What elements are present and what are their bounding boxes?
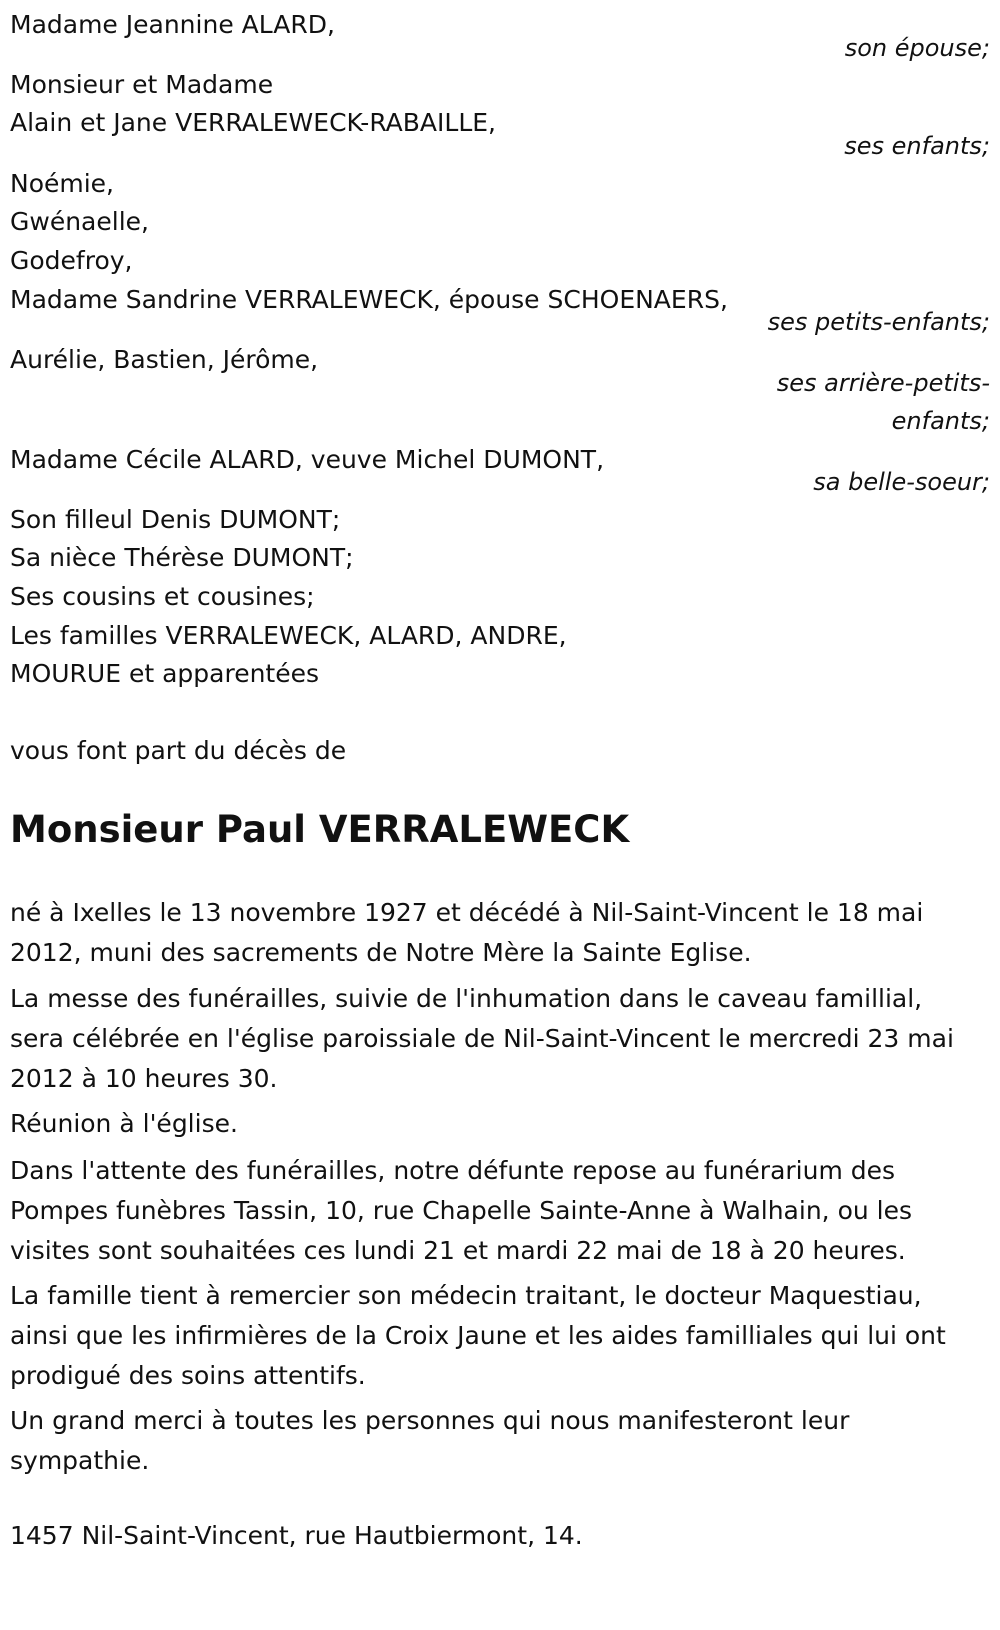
role-great-grandchildren-2: enfants;: [891, 407, 990, 435]
family-line-children-names: Alain et Jane VERRALEWECK-RABAILLE,: [10, 108, 496, 137]
family-line-families-2: MOURUE et apparentées: [10, 659, 320, 688]
family-line-spouse: Madame Jeannine ALARD,: [10, 10, 335, 39]
funerarium-paragraph: Dans l'attente des funérailles, notre défunte repose au funérarium des Pompes funèbres Tassin, 10, rue Chapelle Sainte-Anne à Walhain, ou les visites sont souhaitées ces lundi 21 et mardi 22 mai de 18 à 20 heures.: [10, 1156, 913, 1265]
family-line-grandchild-3: Godefroy,: [10, 246, 133, 275]
family-line-families-1: Les familles VERRALEWECK, ALARD, ANDRE,: [10, 621, 567, 650]
role-spouse: son épouse;: [844, 34, 990, 62]
family-line-grandchild-1: Noémie,: [10, 169, 115, 198]
family-line-sister-in-law: Madame Cécile ALARD, veuve Michel DUMONT,: [10, 445, 605, 474]
role-great-grandchildren-1: ses arrière-petits-: [776, 369, 990, 397]
role-children: ses enfants;: [844, 132, 990, 160]
family-line-grandchild-2: Gwénaelle,: [10, 207, 149, 236]
role-grandchildren: ses petits-enfants;: [767, 308, 990, 336]
funeral-mass-paragraph: La messe des funérailles, suivie de l'inhumation dans le caveau famillial, sera célébrée en l'église paroissiale de Nil-Saint-Vincent le mercredi 23 mai 2012 à 10 heures 30.: [10, 984, 954, 1093]
family-line-children-title: Monsieur et Madame: [10, 70, 274, 99]
thanks-doctor-paragraph: La famille tient à remercier son médecin traitant, le docteur Maquestiau, ainsi que les infirmières de la Croix Jaune et les aides familliales qui lui ont prodigué des soins attentifs.: [10, 1281, 946, 1390]
deceased-name: Monsieur Paul VERRALEWECK: [10, 808, 630, 851]
thanks-sympathy-paragraph: Un grand merci à toutes les personnes qui nous manifesteront leur sympathie.: [10, 1406, 850, 1475]
family-line-great-grandchildren: Aurélie, Bastien, Jérôme,: [10, 345, 319, 374]
family-line-godson: Son filleul Denis DUMONT;: [10, 505, 341, 534]
address-line: 1457 Nil-Saint-Vincent, rue Hautbiermont, 14.: [10, 1521, 583, 1550]
announcement-intro: vous font part du décès de: [10, 736, 347, 765]
meeting-paragraph: Réunion à l'église.: [10, 1109, 238, 1138]
family-line-cousins: Ses cousins et cousines;: [10, 582, 315, 611]
family-line-grandchild-4: Madame Sandrine VERRALEWECK, épouse SCHOENAERS,: [10, 285, 728, 314]
family-line-niece: Sa nièce Thérèse DUMONT;: [10, 543, 354, 572]
birth-death-paragraph: né à Ixelles le 13 novembre 1927 et décédé à Nil-Saint-Vincent le 18 mai 2012, muni des sacrements de Notre Mère la Sainte Eglise.: [10, 898, 924, 967]
role-sister-in-law: sa belle-soeur;: [813, 468, 990, 496]
